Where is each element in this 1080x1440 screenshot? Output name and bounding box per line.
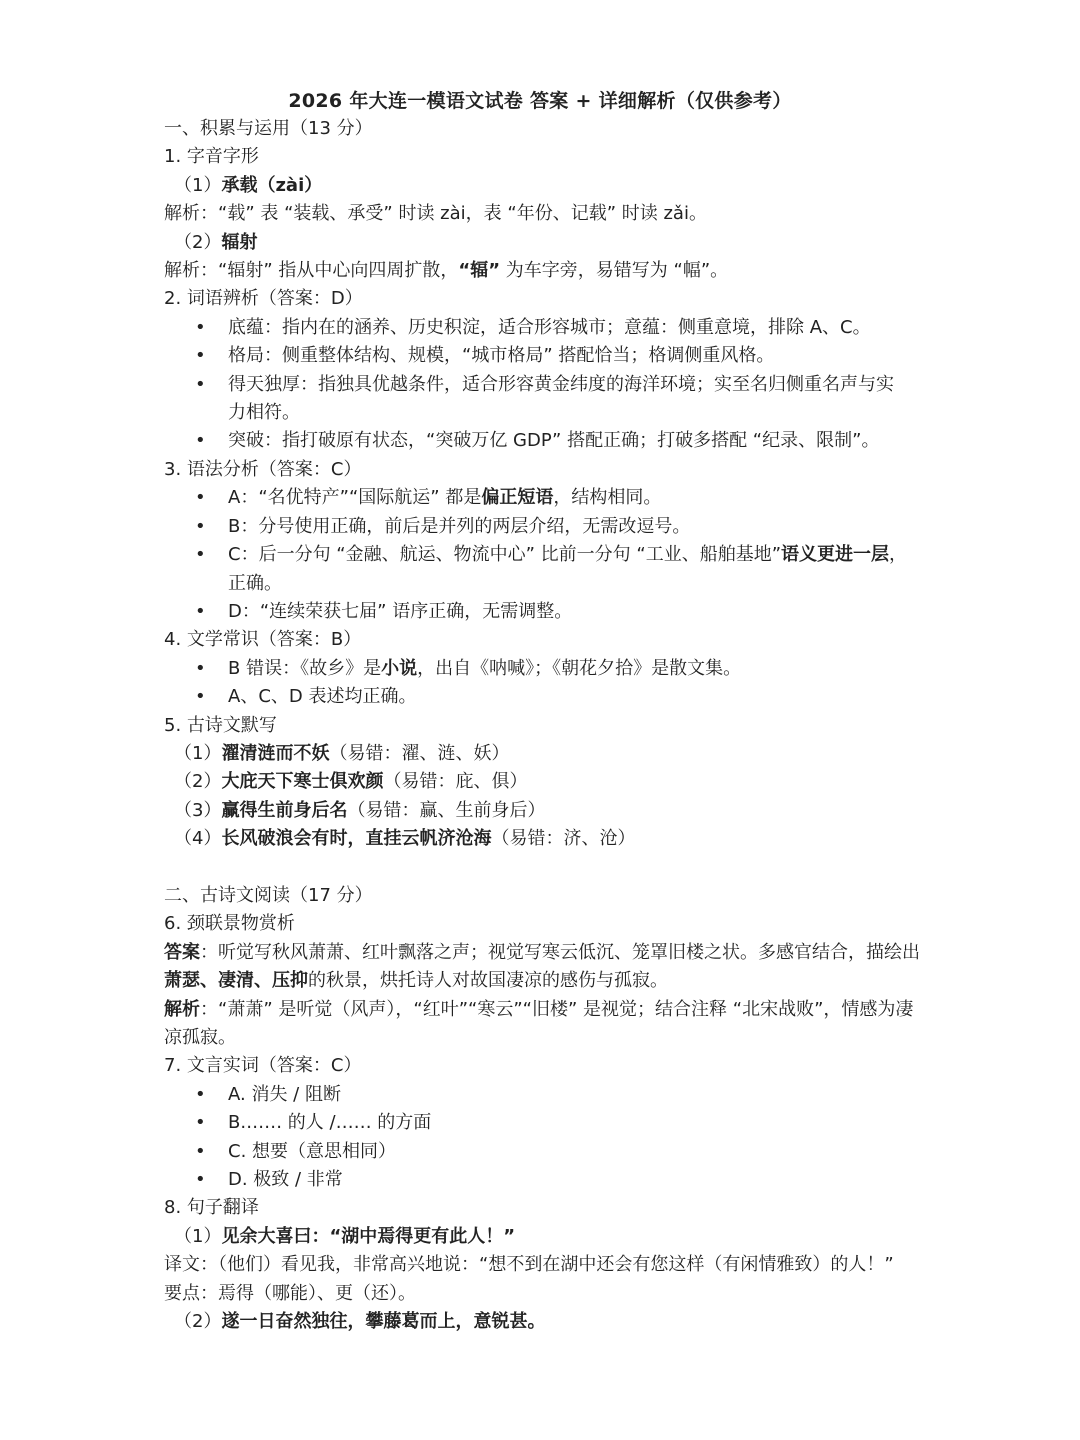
q6-answer-text1: ：听觉写秋风萧萧、红叶飘落之声；视觉写寒云低沉、笼罩旧楼之状。多感官结合，描绘出 (200, 941, 920, 963)
q6-answer-text2: 的秋景，烘托诗人对故国凄凉的感伤与孤寂。 (308, 970, 668, 992)
q4-b-bold: 小说 (381, 657, 418, 679)
q8-part1-number: （1） (174, 1225, 222, 1247)
section-2-heading: 二、古诗文阅读（17 分） (164, 884, 373, 906)
q5-item-number: （2） (174, 771, 222, 793)
q1-heading: 1. 字音字形 (164, 146, 259, 168)
q5-heading: 5. 古诗文默写 (164, 714, 277, 736)
q5-item (164, 740, 924, 768)
q6-answer (164, 939, 924, 996)
q7-item: • C. 想要（意思相同） (164, 1138, 924, 1166)
q1-part2-exp-c: 为车字旁，易错写为 “幅”。 (500, 260, 729, 282)
q3-c-text2: ，正确。 (228, 544, 908, 594)
q5-item-number: （4） (174, 828, 222, 850)
q4-option-acd: • A、C、D 表述均正确。 (164, 683, 924, 711)
q8-heading: 8. 句子翻译 (164, 1197, 259, 1219)
q4-b-text2: ，出自《呐喊》；《朝花夕拾》是散文集。 (417, 657, 742, 679)
q2-item: • 底蕴：指内在的涵养、历史积淀，适合形容城市；意蕴：侧重意境，排除 A、C。 (164, 314, 924, 342)
q1-part1 (164, 172, 924, 200)
section-1-heading: 一、积累与运用（13 分） (164, 118, 373, 139)
q6-explanation-label: 解析 (164, 998, 200, 1020)
q8-part1 (164, 1223, 924, 1251)
q1-part2-exp-a: 解析：“辐射” 指从中心向四周扩散， (164, 260, 459, 282)
section-spacer (164, 854, 924, 882)
document-title: 2026 年大连一模语文试卷 答案 + 详细解析（仅供参考） (288, 90, 792, 112)
q5-item-answer: 濯清涟而不妖 (221, 742, 330, 764)
q3-a-bold: 偏正短语 (481, 487, 554, 509)
q1-part1-number: （1） (174, 174, 222, 196)
q5-item-answer: 赢得生前身后名 (221, 799, 348, 821)
q5-item-note: （易错：赢、生前身后） (347, 799, 546, 821)
q3-a-text1: A：“名优特产”“国际航运” 都是 (228, 487, 482, 509)
q5-item-answer: 大庇天下寒士俱欢颜 (221, 771, 384, 793)
q5-item-number: （1） (174, 742, 222, 764)
q7-item: • B.…… 的人 /…… 的方面 (164, 1109, 924, 1137)
q8-part1-points: 要点：焉得（哪能）、更（还）。 (164, 1282, 416, 1304)
q6-answer-label: 答案 (164, 941, 200, 963)
q2-item: • 突破：指打破原有状态，“突破万亿 GDP” 搭配正确；打破多搭配 “纪录、限制”。 (164, 427, 924, 455)
q2-heading: 2. 词语辨析（答案：D） (164, 288, 363, 310)
q5-item-note: （易错：济、沧） (491, 828, 636, 850)
q5-item-answer: 长风破浪会有时，直挂云帆济沧海 (221, 828, 492, 850)
q3-c-bold: 语义更进一层 (781, 544, 890, 566)
q3-option-b: • B：分号使用正确，前后是并列的两层介绍，无需改逗号。 (164, 513, 924, 541)
q7-heading: 7. 文言实词（答案：C） (164, 1055, 362, 1077)
q1-part2 (164, 229, 924, 257)
q1-part1-answer: 承载（zài） (221, 174, 323, 196)
q7-item: • D. 极致 / 非常 (164, 1166, 924, 1194)
q1-part2-number: （2） (174, 231, 222, 253)
q1-part2-exp-bold: “辐” (458, 260, 501, 282)
q2-item: • 得天独厚：指独具优越条件，适合形容黄金纬度的海洋环境；实至名归侧重名声与实力相符。 (164, 371, 924, 428)
q4-option-b (164, 655, 924, 683)
q6-heading: 6. 颈联景物赏析 (164, 913, 295, 935)
q8-part1-sentence: 见余大喜曰：“湖中焉得更有此人！” (221, 1225, 516, 1247)
q8-part2-number: （2） (174, 1311, 222, 1333)
q6-explanation-text: ：“萧萧” 是听觉（风声），“红叶”“寒云”“旧楼” 是视觉；结合注释 “北宋战败”，情感为凄凉孤寂。 (164, 998, 914, 1048)
q4-heading: 4. 文学常识（答案：B） (164, 629, 362, 651)
q1-part2-explanation (164, 257, 924, 285)
document-body (164, 115, 924, 1336)
q3-heading: 3. 语法分析（答案：C） (164, 458, 362, 480)
q8-part1-translation: 译文：（他们）看见我，非常高兴地说：“想不到在湖中还会有您这样（有闲情雅致）的人！” (164, 1254, 894, 1276)
q4-b-text1: B 错误：《故乡》是 (228, 657, 382, 679)
q8-part2 (164, 1308, 924, 1336)
q5-item (164, 797, 924, 825)
q5-item (164, 768, 924, 796)
q5-item (164, 825, 924, 853)
q5-item-number: （3） (174, 799, 222, 821)
q3-option-d: • D：“连续荣获七届” 语序正确，无需调整。 (164, 598, 924, 626)
q5-item-note: （易错：庇、俱） (383, 771, 528, 793)
q3-option-c (164, 541, 924, 598)
q1-part1-explanation: 解析：“载” 表 “装载、承受” 时读 zài，表 “年份、记载” 时读 zǎi。 (164, 203, 707, 225)
q6-answer-bold: 萧瑟、凄清、压抑 (164, 970, 308, 992)
q2-item: • 格局：侧重整体结构、规模，“城市格局” 搭配恰当；格调侧重风格。 (164, 342, 924, 370)
q3-option-a (164, 484, 924, 512)
q7-item: • A. 消失 / 阻断 (164, 1081, 924, 1109)
q8-part2-sentence: 遂一日奋然独往，攀藤葛而上，意锐甚。 (221, 1311, 546, 1333)
q3-a-text2: ，结构相同。 (553, 487, 662, 509)
q3-c-text1: C：后一分句 “金融、航运、物流中心” 比前一分句 “工业、船舶基地” (228, 544, 782, 566)
q1-part2-answer: 辐射 (221, 231, 258, 253)
q5-item-note: （易错：濯、涟、妖） (329, 742, 510, 764)
q6-explanation (164, 996, 924, 1053)
